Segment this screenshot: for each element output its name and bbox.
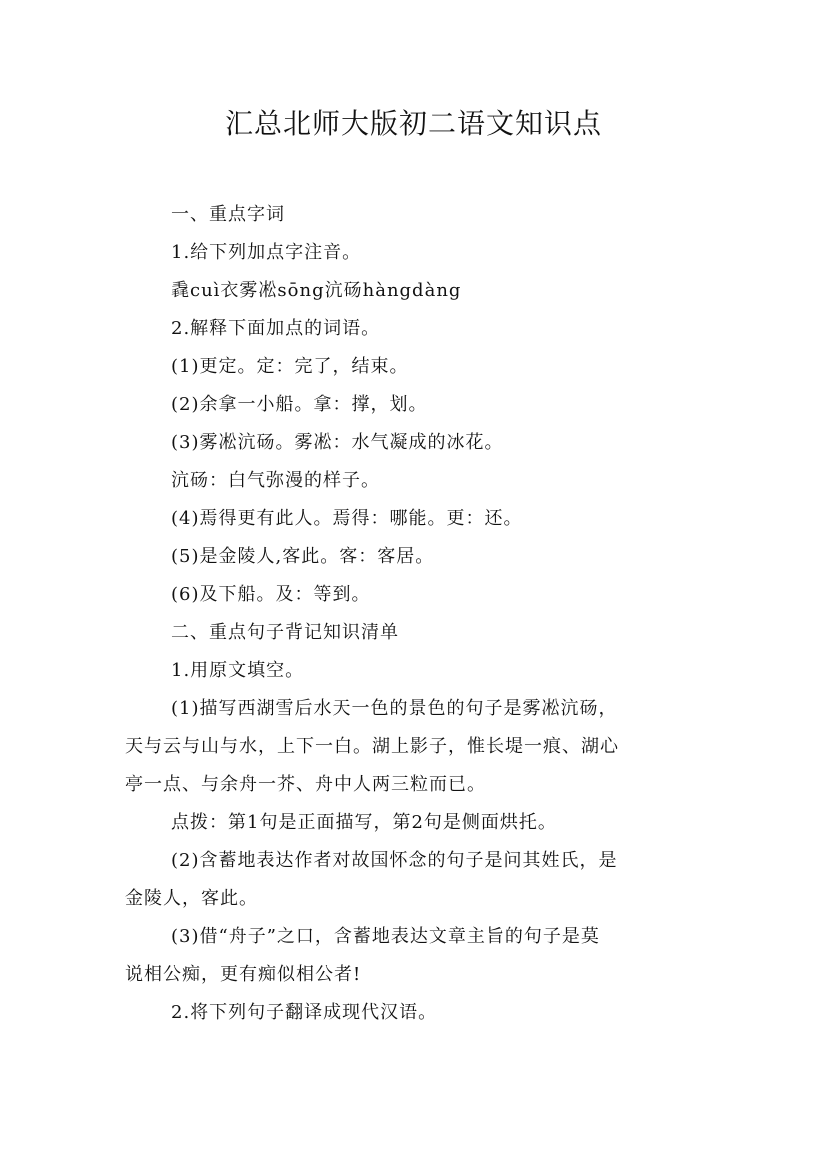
- paragraph-line: 2.将下列句子翻译成现代汉语。: [171, 1002, 438, 1023]
- paragraph-line: 金陵人，客此。: [125, 888, 258, 909]
- paragraph-line: (1)更定。定：完了，结束。: [171, 356, 409, 377]
- paragraph-line: (4)焉得更有此人。焉得：哪能。更：还。: [171, 508, 523, 529]
- paragraph-line: 沆砀：白气弥漫的样子。: [171, 470, 380, 491]
- paragraph-line: (2)余拿一小船。拿：撑，划。: [171, 394, 428, 415]
- paragraph-line: (6)及下船。及：等到。: [171, 584, 371, 605]
- document-body: [125, 196, 705, 1032]
- paragraph-line: 天与云与山与水，上下一白。湖上影子，惟长堤一痕、湖心: [125, 736, 619, 757]
- paragraph-line: (3)雾凇沆砀。雾凇：水气凝成的冰花。: [171, 432, 504, 453]
- paragraph-line: (3)借“舟子”之口，含蓄地表达文章主旨的句子是莫: [171, 926, 600, 947]
- paragraph-line: 毳cuì衣雾凇sōng沆砀hàngdàng: [171, 280, 462, 301]
- paragraph-line: 说相公痴，更有痴似相公者!: [125, 964, 362, 985]
- paragraph-line: 1.用原文填空。: [171, 660, 305, 681]
- document-title: 汇总北师大版初二语文知识点: [224, 107, 602, 140]
- paragraph-line: (1)描写西湖雪后水天一色的景色的句子是雾凇沆砀，: [171, 698, 618, 719]
- paragraph-line: 1.给下列加点字注音。: [171, 242, 362, 263]
- paragraph-line: 亭一点、与余舟一芥、舟中人两三粒而已。: [125, 774, 486, 795]
- section-heading: 一、重点字词: [171, 204, 285, 225]
- paragraph-line: 2.解释下面加点的词语。: [171, 318, 381, 339]
- paragraph-line: (5)是金陵人,客此。客：客居。: [171, 546, 435, 567]
- paragraph-line: (2)含蓄地表达作者对故国怀念的句子是问其姓氏，是: [171, 850, 618, 871]
- section-heading: 二、重点句子背记知识清单: [171, 622, 399, 643]
- paragraph-line: 点拨：第1句是正面描写，第2句是侧面烘托。: [171, 812, 557, 833]
